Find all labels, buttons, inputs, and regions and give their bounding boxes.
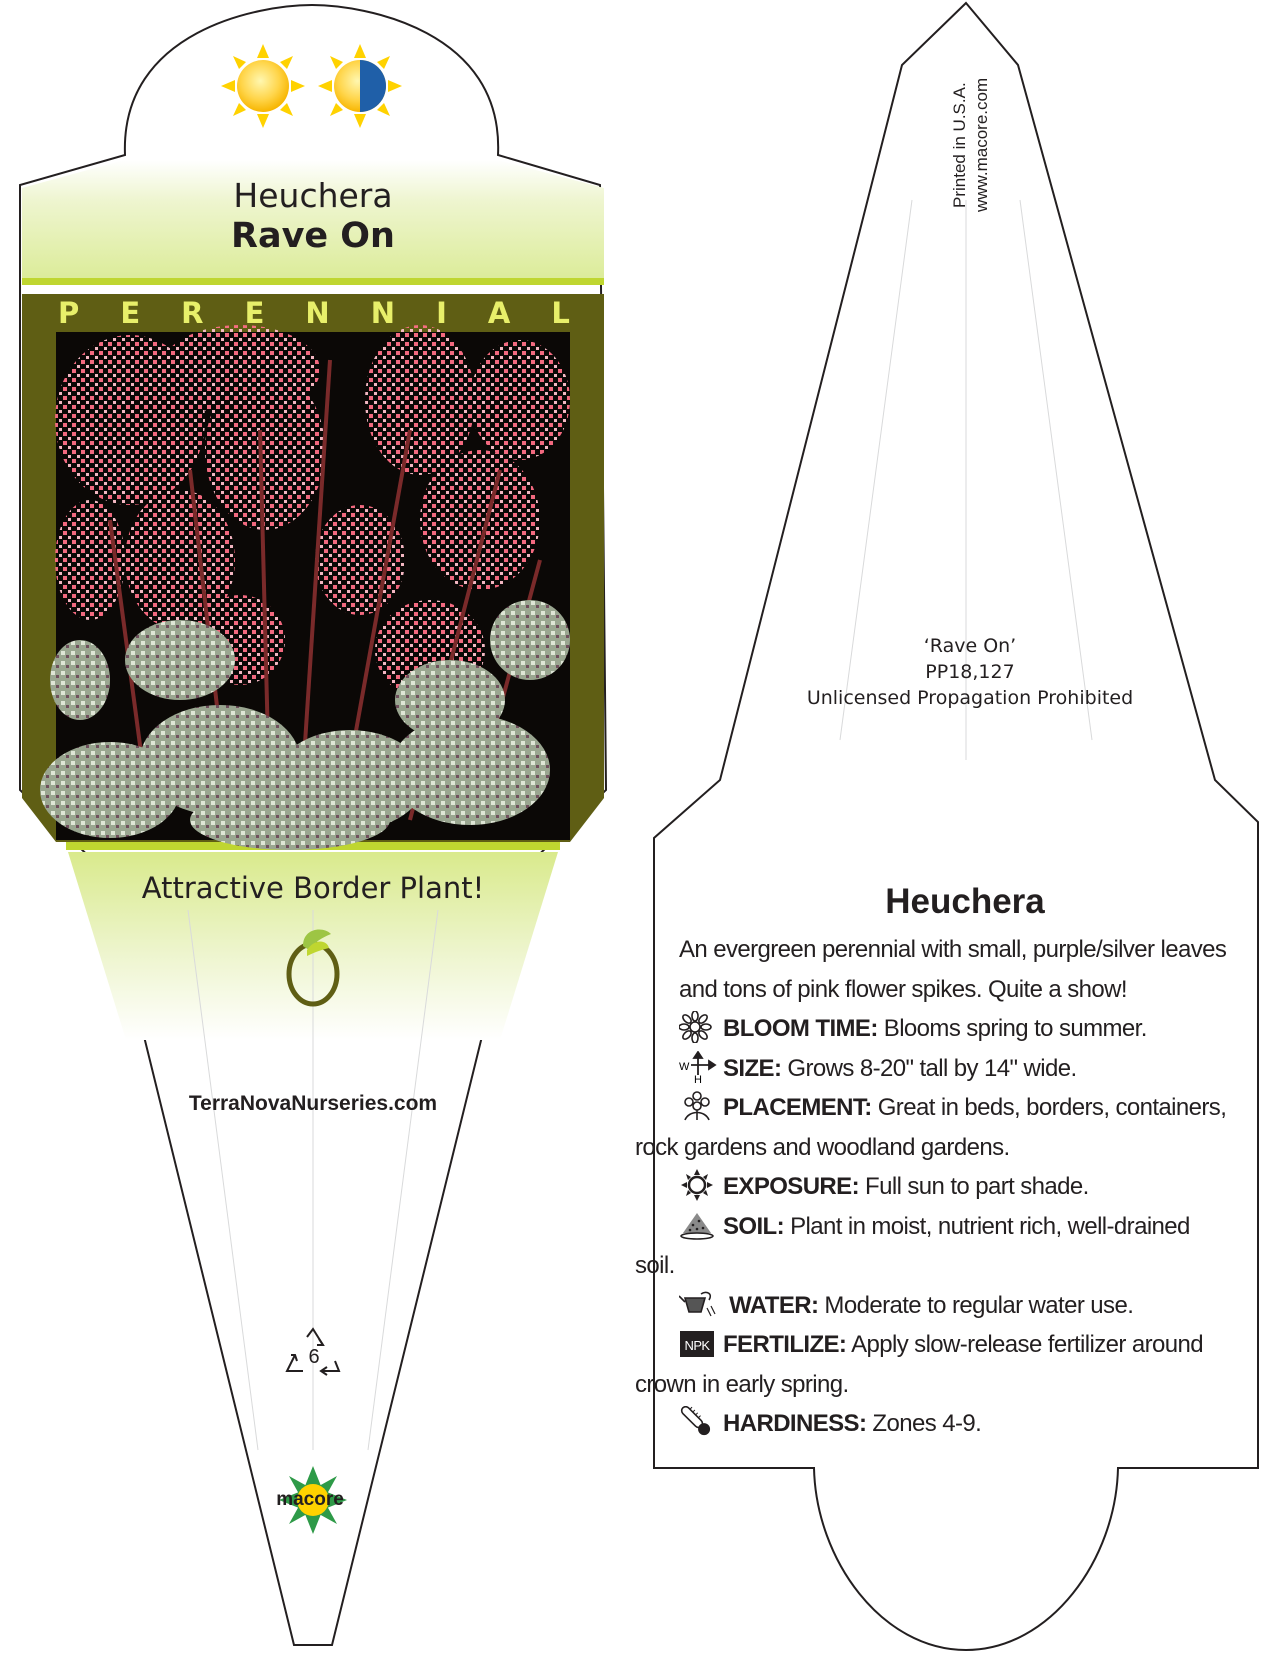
npk-label: NPK <box>684 1338 710 1353</box>
plant-genus: Heuchera <box>233 176 393 215</box>
category-letter: I <box>436 296 447 330</box>
placement-text-cont: rock gardens and woodland gardens. <box>635 1133 1010 1161</box>
placement-plants-icon <box>679 1090 717 1122</box>
printed-in: Printed in U.S.A. <box>950 82 969 208</box>
hardiness-label: HARDINESS: <box>723 1410 867 1437</box>
description-line: An evergreen perennial with small, purple/silver leaves <box>679 936 1227 963</box>
bloom-label: BLOOM TIME: <box>723 1015 878 1042</box>
size-h-label: H <box>694 1073 702 1083</box>
fertilize-text: Apply slow-release fertilizer around <box>846 1331 1203 1358</box>
soil-pile-icon <box>679 1209 717 1241</box>
water-text: Moderate to regular water use. <box>818 1291 1134 1319</box>
category-letter: L <box>551 296 570 330</box>
bloom-row <box>679 1009 1259 1049</box>
size-row <box>679 1049 1259 1089</box>
size-arrows-icon <box>679 1051 717 1083</box>
brand-logo-text: macore <box>276 1489 344 1510</box>
front-header-rule <box>22 278 604 285</box>
category-letter: N <box>305 296 330 330</box>
water-row <box>679 1286 1259 1326</box>
patent-notice: Unlicensed Propagation Prohibited <box>806 687 1134 709</box>
category-letter: E <box>120 296 141 330</box>
placement-row <box>679 1088 1259 1128</box>
hardiness-text: Zones 4-9. <box>866 1410 982 1437</box>
exposure-label: EXPOSURE: <box>723 1173 859 1200</box>
soil-row <box>679 1207 1259 1247</box>
soil-text-cont: soil. <box>635 1252 675 1279</box>
watering-can-icon <box>679 1288 717 1320</box>
thermometer-icon <box>679 1406 717 1438</box>
recycle-number: 6 <box>308 1346 320 1368</box>
soil-label: SOIL: <box>723 1212 784 1240</box>
plant-variety: Rave On <box>231 216 395 256</box>
category-label <box>58 296 570 330</box>
water-label: WATER: <box>729 1291 819 1319</box>
exposure-text: Full sun to part shade. <box>858 1173 1089 1200</box>
tagline: Attractive Border Plant! <box>141 871 485 905</box>
exposure-sun-icon <box>679 1169 717 1201</box>
back-title: Heuchera <box>885 882 1045 921</box>
bloom-text: Blooms spring to summer. <box>877 1015 1147 1042</box>
website-link[interactable]: TerraNovaNurseries.com <box>188 1092 438 1115</box>
category-letter: R <box>181 296 204 330</box>
size-text: Grows 8-20" tall by 14" wide. <box>781 1054 1077 1082</box>
fertilize-label: FERTILIZE: <box>723 1331 847 1358</box>
full-sun-icon <box>221 44 305 128</box>
fertilize-row <box>679 1325 1259 1365</box>
hardiness-row <box>679 1404 1259 1444</box>
part-shade-icon <box>318 44 402 128</box>
description-line: and tons of pink flower spikes. Quite a show! <box>679 975 1127 1003</box>
placement-text: Great in beds, borders, containers, <box>871 1094 1227 1121</box>
flower-icon <box>679 1011 717 1043</box>
printer-url: www.macore.com <box>972 77 991 212</box>
size-label: SIZE: <box>723 1054 782 1082</box>
category-letter: N <box>370 296 396 330</box>
size-w-label: W <box>679 1060 689 1073</box>
category-letter: E <box>244 296 265 330</box>
category-letter: A <box>487 296 511 330</box>
soil-text: Plant in moist, nutrient rich, well-drained <box>784 1212 1190 1240</box>
fertilize-text-cont: crown in early spring. <box>635 1370 849 1398</box>
patent-number: PP18,127 <box>925 661 1015 683</box>
placement-label: PLACEMENT: <box>723 1094 872 1121</box>
care-info <box>635 930 1259 1444</box>
npk-fertilizer-icon <box>679 1327 717 1359</box>
category-letter: P <box>58 296 80 330</box>
plant-photo <box>40 325 570 850</box>
exposure-row <box>679 1167 1259 1207</box>
patent-name: ‘Rave On’ <box>923 635 1017 657</box>
